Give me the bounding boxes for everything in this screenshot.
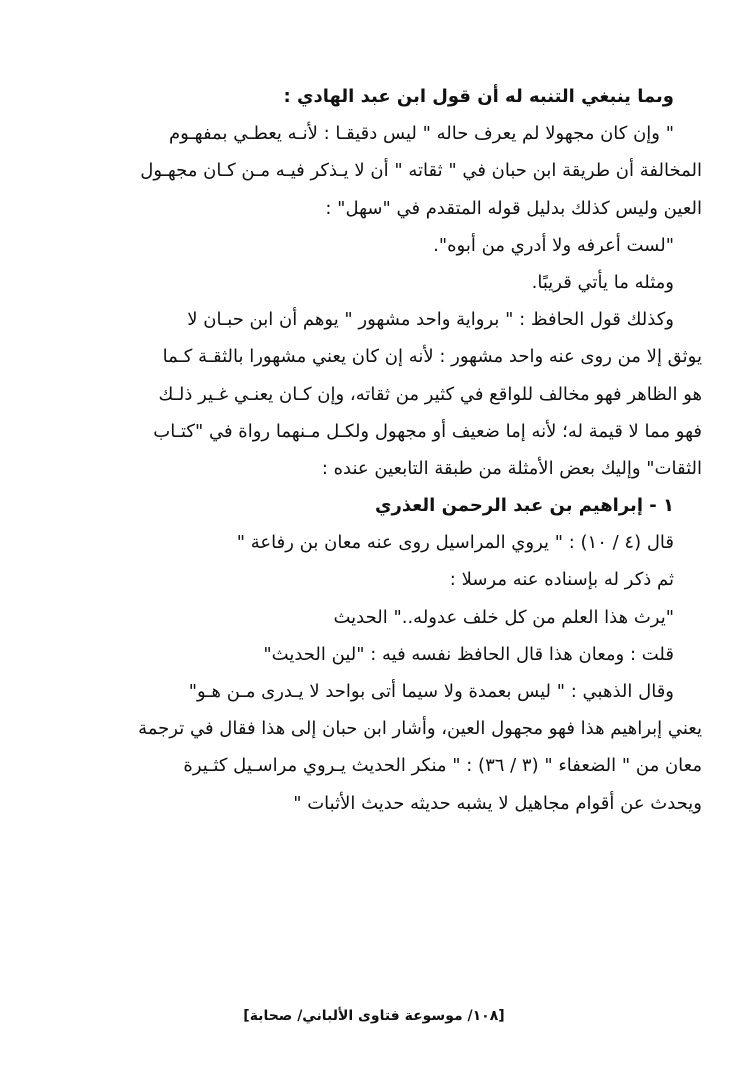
text-line: الثقات" وإليك بعض الأمثلة من طبقة التابعين عنده :: [321, 457, 702, 479]
text-line: يعني إبراهيم هذا فهو مجهول العين، وأشار ابن حبان إلى هذا فقال في ترجمة: [138, 718, 702, 740]
text-line: وكذلك قول الحافظ : " برواية واحد مشهور " يوهم أن ابن حبـان لا: [187, 309, 674, 331]
text-line: ويحدث عن أقوام مجاهيل لا يشبه حديثه حديث الأثبات ": [293, 792, 702, 814]
text-line: ثم ذكر له بإسناده عنه مرسلا :: [449, 569, 674, 591]
text-line: ومثله ما يأتي قريبًا.: [531, 271, 674, 293]
text-line: معان من " الضعفاء " (٣ / ٣٦) : " منكر الحديث يـروي مراسـيل كثـيرة: [183, 755, 702, 777]
text-line: العين وليس كذلك بدليل قوله المتقدم في "سهل" :: [325, 197, 702, 219]
text-line: قال (٤ / ١٠) : " يروي المراسيل روى عنه معان بن رفاعة ": [236, 532, 674, 554]
text-line: المخالفة أن طريقة ابن حبان في " ثقاته " أن لا يـذكر فيـه مـن كـان مجهـول: [140, 160, 702, 182]
page-footer: [١٠٨/ موسوعة فتاوى الألباني/ صحابة]: [243, 1008, 505, 1024]
body-text: [62, 78, 702, 822]
section-heading: ١ - إبراهيم بن عبد الرحمن العذري: [374, 495, 674, 517]
text-line: " وإن كان مجهولا لم يعرف حاله " ليس دقيقـا : لأنـه يعطـي بمفهـوم: [168, 123, 674, 145]
text-line: قلت : ومعان هذا قال الحافظ نفسه فيه : "لين الحديث": [263, 643, 674, 665]
text-line: وىما ينبغي التنبه له أن قول ابن عبد الهادي :: [283, 86, 674, 107]
text-line: وقال الذهبي : " ليس بعمدة ولا سيما أتى بواحد لا يـدرى مـن هـو": [188, 681, 674, 702]
text-line: "لست أعرفه ولا أدري من أبوه".: [433, 234, 674, 256]
text-line: فهو مما لا قيمة له؛ لأنه إما ضعيف أو مجهول ولكـل مـنهما رواة في "كتـاب: [153, 420, 702, 442]
text-line: هو الظاهر فهو مخالف للواقع في كثير من ثقاته، وإن كـان يعنـي غـير ذلـك: [158, 383, 702, 405]
text-line: يوثق إلا من روى عنه واحد مشهور : لأنه إن كان يعني مشهورا بالثقـة كـما: [162, 346, 702, 368]
hadith-quote: "يرث هذا العلم من كل خلف عدوله.." الحديث: [333, 606, 674, 628]
